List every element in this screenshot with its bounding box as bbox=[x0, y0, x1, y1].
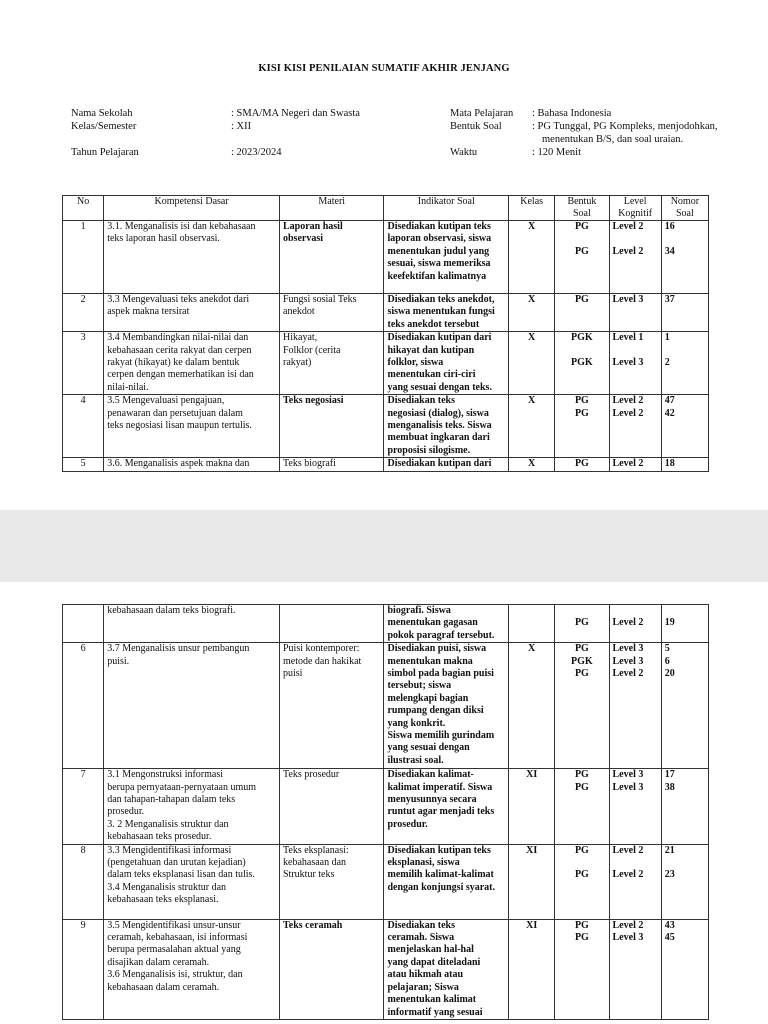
cell-level-kognitif bbox=[609, 294, 661, 332]
nomor-line: 21 bbox=[664, 844, 675, 856]
bentuk-line: PG bbox=[574, 769, 589, 781]
kd-line: 3.5 Mengidentifikasi unsur-unsur bbox=[107, 919, 241, 931]
indikator-line: Disediakan kutipan teks bbox=[387, 221, 491, 232]
indikator-line: folklor, siswa bbox=[387, 357, 444, 369]
nomor-line: 5 bbox=[664, 643, 670, 655]
indikator-line: rumpang dengan diksi bbox=[387, 705, 484, 717]
indikator-line: memilih kalimat-kalimat bbox=[387, 869, 494, 881]
level-line: Level 2 bbox=[612, 395, 644, 407]
nomor-line: 38 bbox=[664, 781, 675, 793]
kd-line: berupa pernyataan-pernyataan umum bbox=[107, 781, 257, 793]
bentuk-line: PG bbox=[574, 245, 589, 257]
cell-indikator bbox=[384, 919, 509, 1019]
cell-kelas bbox=[509, 605, 555, 643]
level-line bbox=[613, 857, 658, 869]
bentuk-line: PGK bbox=[571, 655, 593, 667]
indikator-line: Disediakan teks bbox=[387, 395, 455, 407]
materi-line: metode dan hakikat bbox=[283, 655, 362, 667]
cell-bentuk-soal bbox=[555, 844, 609, 919]
kd-line: prosedur. bbox=[107, 806, 145, 818]
cell-kompetensi-dasar bbox=[104, 294, 280, 332]
level-line: Level 3 bbox=[612, 932, 644, 944]
header-level-kognitif: Level Kognitif bbox=[609, 196, 661, 221]
nomor-line: 23 bbox=[664, 869, 675, 881]
cell-materi bbox=[280, 919, 384, 1019]
indikator-line: melengkapi bagian bbox=[387, 692, 469, 704]
level-line bbox=[613, 605, 658, 617]
table-row bbox=[63, 919, 709, 1019]
kd-line: disajikan dalam ceramah. bbox=[107, 956, 210, 968]
cell-no: 9 bbox=[63, 919, 104, 1019]
indikator-line: hikayat dan kutipan bbox=[387, 344, 475, 356]
cell-indikator bbox=[384, 769, 509, 844]
kd-line: (pengetahuan dan urutan kejadian) bbox=[107, 857, 246, 869]
info-value-school: : SMA/MA Negeri dan Swasta bbox=[231, 108, 360, 119]
header-nomor-soal: Nomor Soal bbox=[661, 196, 708, 221]
header-kompetensi-dasar: Kompetensi Dasar bbox=[104, 196, 280, 221]
level-line: Level 3 bbox=[612, 643, 644, 655]
indikator-line: sesuai, siswa memeriksa bbox=[387, 258, 491, 270]
indikator-line: simbol pada bagian puisi bbox=[387, 668, 494, 680]
cell-bentuk-soal bbox=[555, 919, 609, 1019]
indikator-line: Disediakan kutipan dari bbox=[387, 332, 492, 344]
kd-line: dalam teks eksplanasi lisan dan tulis. bbox=[107, 869, 255, 881]
indikator-line: menentukan kalimat bbox=[387, 994, 477, 1006]
cell-bentuk-soal bbox=[555, 294, 609, 332]
indikator-line: Siswa memilih gurindam bbox=[387, 730, 495, 742]
kd-line: kebahasaan cerita rakyat dan cerpen bbox=[107, 344, 252, 356]
materi-line: Struktur teks bbox=[283, 869, 335, 881]
indikator-line: Disediakan kutipan dari bbox=[387, 458, 492, 470]
indikator-line: dengan konjungsi syarat. bbox=[387, 881, 496, 893]
indikator-line: ceramah. Siswa bbox=[387, 932, 455, 944]
indikator-line: biografi. Siswa bbox=[387, 605, 451, 616]
level-line: Level 2 bbox=[612, 617, 644, 629]
cell-level-kognitif bbox=[609, 844, 661, 919]
materi-line: Laporan hasil bbox=[283, 221, 343, 232]
nomor-line: 34 bbox=[664, 245, 675, 257]
kd-line: 3.6 Menganalisis isi, struktur, dan bbox=[107, 969, 243, 981]
cell-no: 3 bbox=[63, 332, 104, 395]
cell-kompetensi-dasar bbox=[104, 332, 280, 395]
materi-line: Teks biografi bbox=[283, 458, 336, 470]
nomor-line: 42 bbox=[664, 407, 675, 419]
cell-no: 2 bbox=[63, 294, 104, 332]
materi-line: Teks ceramah bbox=[283, 919, 343, 931]
info-value-subject: : Bahasa Indonesia bbox=[532, 108, 612, 119]
level-line bbox=[613, 345, 658, 357]
indikator-line: membuat ingkaran dari bbox=[387, 432, 490, 444]
indikator-line: menyusunnya secara bbox=[387, 794, 477, 806]
grid-table-part-1 bbox=[62, 195, 709, 472]
document-title: KISI KISI PENILAIAN SUMATIF AKHIR JENJANG bbox=[258, 63, 510, 74]
cell-level-kognitif bbox=[609, 605, 661, 643]
indikator-line: siswa menentukan fungsi bbox=[387, 306, 495, 318]
cell-kompetensi-dasar bbox=[104, 395, 280, 458]
indikator-line: eksplanasi, siswa bbox=[387, 857, 460, 869]
bentuk-line: PGK bbox=[571, 357, 593, 369]
kd-line: nilai-nilai. bbox=[107, 381, 149, 393]
header-materi: Materi bbox=[280, 196, 384, 221]
info-label-school: Nama Sekolah bbox=[71, 108, 133, 119]
bentuk-line bbox=[558, 605, 605, 617]
cell-materi bbox=[280, 844, 384, 919]
cell-no: 7 bbox=[63, 769, 104, 844]
cell-materi bbox=[280, 769, 384, 844]
materi-line: Hikayat, bbox=[283, 332, 318, 344]
indikator-line: Disediakan puisi, siswa bbox=[387, 643, 487, 655]
kd-line: 3. 2 Menganalisis struktur dan bbox=[107, 818, 229, 830]
cell-kompetensi-dasar bbox=[104, 221, 280, 294]
materi-line: rakyat) bbox=[283, 357, 312, 369]
bentuk-line: PG bbox=[574, 458, 589, 470]
indikator-line: laporan observasi, siswa bbox=[387, 233, 492, 245]
table-row bbox=[63, 605, 709, 643]
level-line: Level 1 bbox=[612, 332, 644, 344]
kd-line: kebahasaan dalam teks biografi. bbox=[107, 605, 236, 616]
cell-kompetensi-dasar bbox=[104, 844, 280, 919]
kd-line: 3.6. Menganalisis aspek makna dan bbox=[107, 458, 250, 470]
table-row bbox=[63, 458, 709, 471]
level-line: Level 3 bbox=[612, 357, 644, 369]
table-row bbox=[63, 221, 709, 294]
bentuk-line bbox=[558, 233, 605, 245]
header-bentuk-soal: Bentuk Soal bbox=[555, 196, 609, 221]
cell-nomor-soal bbox=[661, 605, 708, 643]
cell-level-kognitif bbox=[609, 769, 661, 844]
cell-kompetensi-dasar bbox=[104, 643, 280, 769]
bentuk-line: PG bbox=[574, 844, 589, 856]
table-row bbox=[63, 332, 709, 395]
materi-line: Teks eksplanasi: bbox=[283, 844, 349, 856]
indikator-line: informatif yang sesuai bbox=[387, 1006, 483, 1018]
indikator-line: negosiasi (dialog), siswa bbox=[387, 407, 489, 419]
kd-line: berupa permasalahan aktual yang bbox=[107, 944, 241, 956]
kd-line: teks negosiasi lisan maupun tertulis. bbox=[107, 420, 252, 432]
nomor-line: 18 bbox=[664, 458, 675, 470]
materi-line: Teks negosiasi bbox=[283, 395, 344, 407]
cell-kelas: X bbox=[509, 643, 555, 769]
nomor-line: 43 bbox=[664, 919, 675, 931]
info-label-class: Kelas/Semester bbox=[71, 121, 137, 132]
cell-indikator bbox=[384, 221, 509, 294]
indikator-line: yang dapat diteladani bbox=[387, 956, 481, 968]
kd-line: 3.4 Menganalisis struktur dan bbox=[107, 881, 227, 893]
bentuk-line: PG bbox=[574, 407, 589, 419]
cell-kelas: X bbox=[509, 294, 555, 332]
bentuk-line: PG bbox=[574, 221, 589, 232]
kd-line: kebahasaan teks eksplanasi. bbox=[107, 894, 219, 906]
header-indikator-soal: Indikator Soal bbox=[384, 196, 509, 221]
cell-no: 4 bbox=[63, 395, 104, 458]
info-value-question-form: : PG Tunggal, PG Kompleks, menjodohkan, bbox=[532, 121, 718, 132]
grid-table-part-2 bbox=[62, 604, 709, 1020]
kd-line: kebahasaan teks prosedur. bbox=[107, 831, 212, 843]
materi-line: kebahasaan dan bbox=[283, 857, 347, 869]
cell-no: 1 bbox=[63, 221, 104, 294]
materi-line: Fungsi sosial Teks bbox=[283, 294, 357, 305]
bentuk-line bbox=[558, 345, 605, 357]
nomor-line: 45 bbox=[664, 932, 675, 944]
nomor-line: 2 bbox=[664, 357, 670, 369]
cell-indikator bbox=[384, 844, 509, 919]
nomor-line bbox=[665, 857, 705, 869]
level-line: Level 3 bbox=[612, 781, 644, 793]
cell-bentuk-soal bbox=[555, 221, 609, 294]
level-line: Level 3 bbox=[612, 655, 644, 667]
materi-line: Teks prosedur bbox=[283, 769, 340, 781]
bentuk-line bbox=[558, 857, 605, 869]
indikator-line: Disediakan kutipan teks bbox=[387, 844, 491, 856]
cell-indikator bbox=[384, 643, 509, 769]
kd-line: 3.7 Menganalisis unsur pembangun bbox=[107, 643, 250, 655]
cell-kompetensi-dasar bbox=[104, 919, 280, 1019]
nomor-line bbox=[665, 605, 705, 617]
nomor-line: 16 bbox=[664, 221, 675, 232]
bentuk-line: PG bbox=[574, 617, 589, 629]
indikator-line: Disediakan kalimat- bbox=[387, 769, 474, 781]
bentuk-line: PG bbox=[574, 395, 589, 407]
indikator-line: menentukan ciri-ciri bbox=[387, 369, 476, 381]
document-page-1 bbox=[0, 0, 768, 510]
nomor-line: 47 bbox=[664, 395, 675, 407]
level-line: Level 3 bbox=[612, 769, 644, 781]
bentuk-line: PGK bbox=[571, 332, 593, 344]
cell-level-kognitif bbox=[609, 332, 661, 395]
cell-kelas: XI bbox=[509, 769, 555, 844]
level-line bbox=[613, 233, 658, 245]
indikator-line: menentukan gagasan bbox=[387, 617, 478, 629]
kd-line: rakyat (hikayat) ke dalam bentuk bbox=[107, 357, 240, 369]
bentuk-line: PG bbox=[574, 294, 589, 305]
cell-nomor-soal bbox=[661, 458, 708, 471]
materi-line: anekdot bbox=[283, 306, 315, 318]
cell-kelas: X bbox=[509, 458, 555, 471]
cell-nomor-soal bbox=[661, 769, 708, 844]
indikator-line: Disediakan teks anekdot, bbox=[387, 294, 495, 305]
cell-kompetensi-dasar bbox=[104, 605, 280, 643]
info-value-time: : 120 Menit bbox=[532, 147, 581, 158]
kd-line: penawaran dan persetujuan dalam bbox=[107, 407, 243, 419]
cell-kelas: X bbox=[509, 332, 555, 395]
cell-materi bbox=[280, 332, 384, 395]
cell-kelas: X bbox=[509, 395, 555, 458]
cell-nomor-soal bbox=[661, 395, 708, 458]
cell-materi bbox=[280, 395, 384, 458]
indikator-line: atau hikmah atau bbox=[387, 969, 464, 981]
info-label-question-form: Bentuk Soal bbox=[450, 121, 502, 132]
bentuk-line: PG bbox=[574, 919, 589, 931]
cell-materi bbox=[280, 294, 384, 332]
indikator-line: pelajaran; Siswa bbox=[387, 981, 459, 993]
cell-indikator bbox=[384, 458, 509, 471]
indikator-line: kalimat imperatif. Siswa bbox=[387, 781, 493, 793]
indikator-line: ilustrasi soal. bbox=[387, 754, 444, 766]
cell-indikator bbox=[384, 294, 509, 332]
cell-bentuk-soal bbox=[555, 643, 609, 769]
cell-indikator bbox=[384, 605, 509, 643]
nomor-line bbox=[665, 233, 705, 245]
bentuk-line: PG bbox=[574, 643, 589, 655]
cell-level-kognitif bbox=[609, 221, 661, 294]
table-row bbox=[63, 294, 709, 332]
kd-line: 3.1 Mengonstruksi informasi bbox=[107, 769, 224, 781]
cell-indikator bbox=[384, 332, 509, 395]
cell-level-kognitif bbox=[609, 395, 661, 458]
kd-line: 3.3 Mengevaluasi teks anekdot dari bbox=[107, 294, 250, 305]
level-line: Level 2 bbox=[612, 221, 644, 232]
cell-bentuk-soal bbox=[555, 605, 609, 643]
nomor-line: 37 bbox=[664, 294, 675, 305]
cell-nomor-soal bbox=[661, 643, 708, 769]
level-line: Level 2 bbox=[612, 245, 644, 257]
cell-materi bbox=[280, 605, 384, 643]
indikator-line: yang konkrit. bbox=[387, 717, 446, 729]
level-line: Level 2 bbox=[612, 458, 644, 470]
materi-line: Folklor (cerita bbox=[283, 344, 341, 356]
info-label-time: Waktu bbox=[450, 147, 478, 158]
indikator-line: menentukan judul yang bbox=[387, 245, 490, 257]
cell-no: 6 bbox=[63, 643, 104, 769]
cell-materi bbox=[280, 643, 384, 769]
kd-line: 3.5 Mengevaluasi pengajuan, bbox=[107, 395, 225, 407]
level-line: Level 2 bbox=[612, 869, 644, 881]
nomor-line: 17 bbox=[664, 769, 675, 781]
kd-line: cerpen dengan memerhatikan isi dan bbox=[107, 369, 254, 381]
kd-line: dan tahapan-tahapan dalam teks bbox=[107, 794, 236, 806]
nomor-line: 6 bbox=[664, 655, 670, 667]
info-label-subject: Mata Pelajaran bbox=[450, 108, 514, 119]
bentuk-line: PG bbox=[574, 781, 589, 793]
cell-no bbox=[63, 605, 104, 643]
materi-line: Puisi kontemporer: bbox=[283, 643, 360, 655]
indikator-line: menjelaskan hal-hal bbox=[387, 944, 474, 956]
cell-bentuk-soal bbox=[555, 332, 609, 395]
indikator-line: menentukan makna bbox=[387, 655, 473, 667]
cell-kompetensi-dasar bbox=[104, 458, 280, 471]
info-value-year: : 2023/2024 bbox=[231, 147, 282, 158]
cell-materi bbox=[280, 458, 384, 471]
materi-line: observasi bbox=[283, 233, 323, 245]
cell-nomor-soal bbox=[661, 294, 708, 332]
cell-bentuk-soal bbox=[555, 769, 609, 844]
materi-line bbox=[283, 605, 380, 617]
cell-nomor-soal bbox=[661, 844, 708, 919]
cell-kompetensi-dasar bbox=[104, 769, 280, 844]
cell-bentuk-soal bbox=[555, 395, 609, 458]
indikator-line: proposisi silogisme. bbox=[387, 444, 471, 456]
cell-bentuk-soal bbox=[555, 458, 609, 471]
nomor-line bbox=[665, 345, 705, 357]
cell-nomor-soal bbox=[661, 919, 708, 1019]
table-row bbox=[63, 769, 709, 844]
kd-line: 3.4 Membandingkan nilai-nilai dan bbox=[107, 332, 249, 344]
cell-nomor-soal bbox=[661, 221, 708, 294]
bentuk-line: PG bbox=[574, 932, 589, 944]
kd-line: puisi. bbox=[107, 655, 130, 667]
kd-line: kebahasaan dalam ceramah. bbox=[107, 981, 220, 993]
level-line: Level 2 bbox=[612, 844, 644, 856]
level-line: Level 3 bbox=[612, 294, 644, 305]
cell-nomor-soal bbox=[661, 332, 708, 395]
document-page-2 bbox=[0, 582, 768, 1024]
table-row bbox=[63, 643, 709, 769]
cell-indikator bbox=[384, 395, 509, 458]
indikator-line: Disediakan teks bbox=[387, 919, 455, 931]
bentuk-line: PG bbox=[574, 668, 589, 680]
cell-level-kognitif bbox=[609, 919, 661, 1019]
level-line: Level 2 bbox=[612, 919, 644, 931]
indikator-line: runtut agar menjadi teks bbox=[387, 806, 495, 818]
cell-kelas: XI bbox=[509, 844, 555, 919]
materi-line: puisi bbox=[283, 668, 303, 680]
nomor-line: 19 bbox=[664, 617, 675, 629]
table-row bbox=[63, 844, 709, 919]
cell-no: 8 bbox=[63, 844, 104, 919]
bentuk-line: PG bbox=[574, 869, 589, 881]
info-value-question-form-cont: menentukan B/S, dan soal uraian. bbox=[542, 134, 684, 145]
cell-materi bbox=[280, 221, 384, 294]
table-row bbox=[63, 395, 709, 458]
header-no: No bbox=[63, 196, 104, 221]
kd-line: ceramah, kebahasaan, isi informasi bbox=[107, 932, 248, 944]
nomor-line: 1 bbox=[664, 332, 670, 344]
indikator-line: teks anekdot tersebut bbox=[387, 318, 480, 330]
indikator-line: yang sesuai dengan teks. bbox=[387, 381, 492, 393]
indikator-line: pokok paragraf tersebut. bbox=[387, 629, 495, 641]
indikator-line: yang sesuai dengan bbox=[387, 742, 470, 754]
indikator-line: keefektifan kalimatnya bbox=[387, 270, 487, 282]
cell-kelas: XI bbox=[509, 919, 555, 1019]
table-header-row bbox=[63, 196, 709, 221]
cell-kelas: X bbox=[509, 221, 555, 294]
level-line: Level 2 bbox=[612, 668, 644, 680]
kd-line: aspek makna tersirat bbox=[107, 306, 190, 318]
indikator-line: tersebut; siswa bbox=[387, 680, 452, 692]
level-line: Level 2 bbox=[612, 407, 644, 419]
header-kelas: Kelas bbox=[509, 196, 555, 221]
cell-no: 5 bbox=[63, 458, 104, 471]
info-label-year: Tahun Pelajaran bbox=[71, 147, 139, 158]
indikator-line: menganalisis teks. Siswa bbox=[387, 420, 492, 432]
indikator-line: prosedur. bbox=[387, 818, 428, 830]
nomor-line: 20 bbox=[664, 668, 675, 680]
kd-line: 3.3 Mengidentifikasi informasi bbox=[107, 844, 232, 856]
kd-line: 3.1. Menganalisis isi dan kebahasaan bbox=[107, 221, 256, 232]
cell-level-kognitif bbox=[609, 458, 661, 471]
info-value-class: : XII bbox=[231, 121, 252, 132]
kd-line: teks laporan hasil observasi. bbox=[107, 233, 220, 245]
cell-level-kognitif bbox=[609, 643, 661, 769]
